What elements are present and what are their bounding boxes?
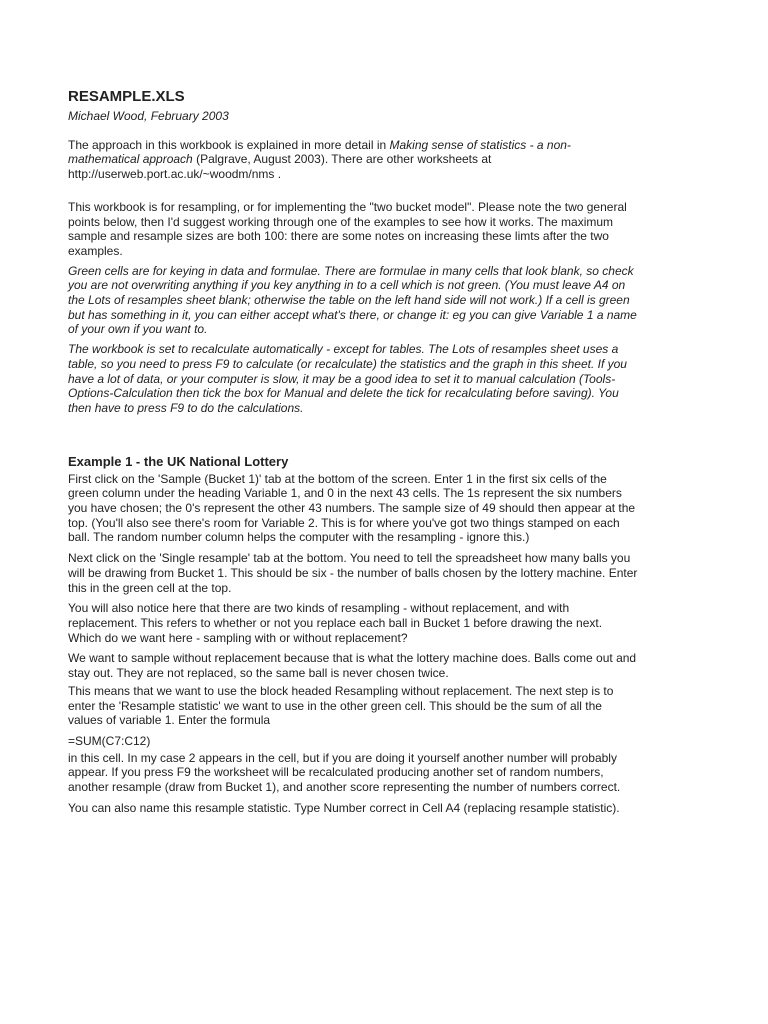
example-1-heading: Example 1 - the UK National Lottery	[68, 453, 289, 469]
author-byline: Michael Wood, February 2003	[68, 109, 229, 123]
example-1-paragraph-5: This means that we want to use the block headed Resampling without replacement. The next step is to enter the 'Resample statistic' we want to use in the other green cell. This should be the sum of all the values of variable 1. Enter the formula	[68, 683, 614, 728]
document-title: RESAMPLE.XLS	[68, 88, 185, 105]
example-1-paragraph-1: First click on the 'Sample (Bucket 1)' tab at the bottom of the screen. Enter 1 in the first six cells of the green column under the heading Variable 1, and 0 in the next 43 cells. The 1s represent the six numbers you have chosen; the 0's represent the other 43 numbers. The sample size of 49 should then appear at the top. (You'll also see there's room for Variable 2. This is for where you've got two things stamped on each ball. The random number column helps the computer with the resampling - ignore this.)	[68, 471, 636, 545]
example-1-paragraph-6: in this cell. In my case 2 appears in the cell, but if you are doing it yourself another number will probably appear. If you press F9 the worksheet will be recalculated producing another set of random numbers, another resample (draw from Bucket 1), and another score representing the number of numbers correct.	[68, 750, 621, 795]
intro-text-b: (Palgrave, August 2003). There are other worksheets at http://userweb.port.ac.uk/~woodm/nms .	[68, 152, 492, 182]
intro-paragraph	[68, 138, 638, 182]
recalculate-paragraph: The workbook is set to recalculate automatically - except for tables. The Lots of resamples sheet uses a table, so you need to press F9 to calculate (or recalculate) the statistics and the graph in this sheet. If you have a lot of data, or your computer is slow, it may be a good idea to set it to manual calculation (Tools-Options-Calculation then tick the box for Manual and delete the tick for recalculating before saving). You then have to press F9 to do the calculations.	[68, 342, 627, 415]
book-title: Making sense of statistics - a non-mathematical approach	[68, 137, 571, 167]
green-cells-paragraph: Green cells are for keying in data and formulae. There are formulae in many cells that look blank, so check you are not overwriting anything if you key anything in to a cell which is not green. (You must leave A4 on the Lots of resamples sheet blank; otherwise the table on the left hand side will not work.) If a cell is green but has something in it, you can either accept what's there, or change it: eg you can give Variable 1 a name of your own if you want to.	[68, 263, 637, 337]
example-1-paragraph-2: Next click on the 'Single resample' tab at the bottom. You need to tell the spreadsheet how many balls you will be drawing from Bucket 1. This should be six - the number of balls chosen by the lottery machine. Enter this in the green cell at the top.	[68, 551, 638, 595]
sum-formula: =SUM(C7:C12)	[68, 733, 151, 748]
example-1-paragraph-3: You will also notice here that there are two kinds of resampling - without replacement, and with replacement. This refers to whether or not you replace each ball in Bucket 1 before drawing the next. Which do we want here - sampling with or without replacement?	[68, 601, 603, 645]
example-1-paragraph-4: We want to sample without replacement because that is what the lottery machine does. Balls come out and stay out. They are not replaced, so the same ball is never chosen twice.	[68, 651, 637, 681]
document-page	[68, 88, 638, 815]
example-1-paragraph-7: You can also name this resample statistic. Type Number correct in Cell A4 (replacing resample statistic).	[68, 800, 620, 815]
intro-text-a: The approach in this workbook is explained in more detail in	[68, 137, 390, 152]
bucket-model-paragraph: This workbook is for resampling, or for implementing the "two bucket model". Please note the two general points below, then I'd suggest working through one of the examples to see how it works. The maximum sample and resample sizes are both 100: there are some notes on increasing these limts after the two examples.	[68, 199, 627, 258]
